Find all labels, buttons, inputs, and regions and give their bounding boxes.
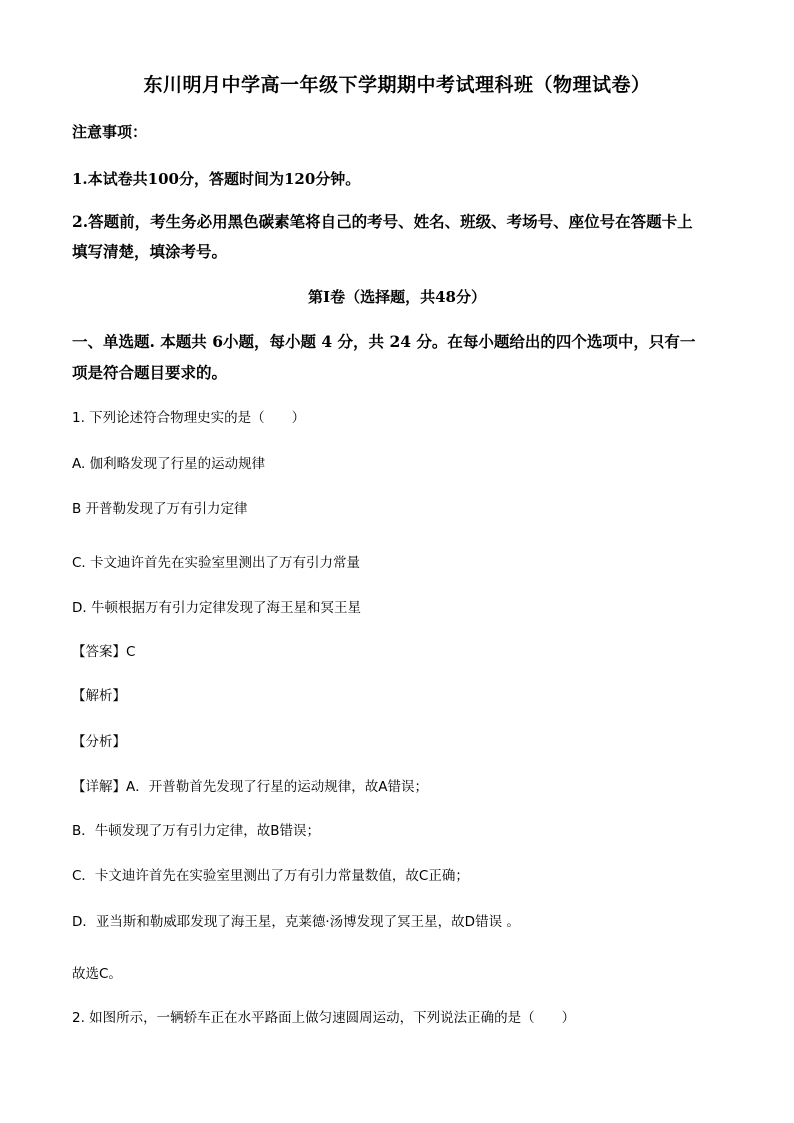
detail-d: D．亚当斯和勒威耶发现了海王星，克莱德·汤博发现了冥王星，故D错误 。 <box>72 914 520 930</box>
notice-item-2-line1: 2.答题前，考生务必用黑色碳素笔将自己的考号、姓名、班级、考场号、座位号在答题卡上 <box>72 212 693 231</box>
question1-option-c: C. 卡文迪许首先在实验室里测出了万有引力常量 <box>72 555 361 571</box>
notice-item-1: 1.本试卷共100分，答题时间为120分钟。 <box>72 170 361 188</box>
detail-a: 【详解】A．开普勒首先发现了行星的运动规律，故A错误； <box>72 779 428 795</box>
part1-instructions-line2: 项是符合题目要求的。 <box>72 363 228 382</box>
question1-option-d: D. 牛顿根据万有引力定律发现了海王星和冥王星 <box>72 600 361 616</box>
section-heading: 第Ⅰ卷（选择题，共48分） <box>308 288 486 306</box>
part1-instructions-line1: 一、单选题. 本题共 6小题，每小题 4 分，共 24 分。在每小题给出的四个选项中，只有一 <box>72 332 696 351</box>
question2-stem: 2. 如图所示，一辆轿车正在水平路面上做匀速圆周运动，下列说法正确的是（ ） <box>72 1010 576 1026</box>
detail-c: C．卡文迪许首先在实验室里测出了万有引力常量数值，故C正确； <box>72 868 469 884</box>
fenxi-label: 【分析】 <box>72 734 126 750</box>
question1-option-a: A. 伽利略发现了行星的运动规律 <box>72 456 266 472</box>
analysis-label: 【解析】 <box>72 688 126 704</box>
notice-item-2-line2: 填写清楚，填涂考号。 <box>72 242 228 261</box>
notice-heading: 注意事项： <box>72 123 148 141</box>
detail-b: B．牛顿发现了万有引力定律，故B错误； <box>72 823 321 839</box>
question1-stem: 1. 下列论述符合物理史实的是（ ） <box>72 410 306 426</box>
answer-label: 【答案】C <box>72 644 136 660</box>
question1-option-b: B 开普勒发现了万有引力定律 <box>72 501 248 517</box>
page-title: 东川明月中学高一年级下学期期中考试理科班（物理试卷） <box>143 74 651 96</box>
conclusion: 故选C。 <box>72 966 122 982</box>
